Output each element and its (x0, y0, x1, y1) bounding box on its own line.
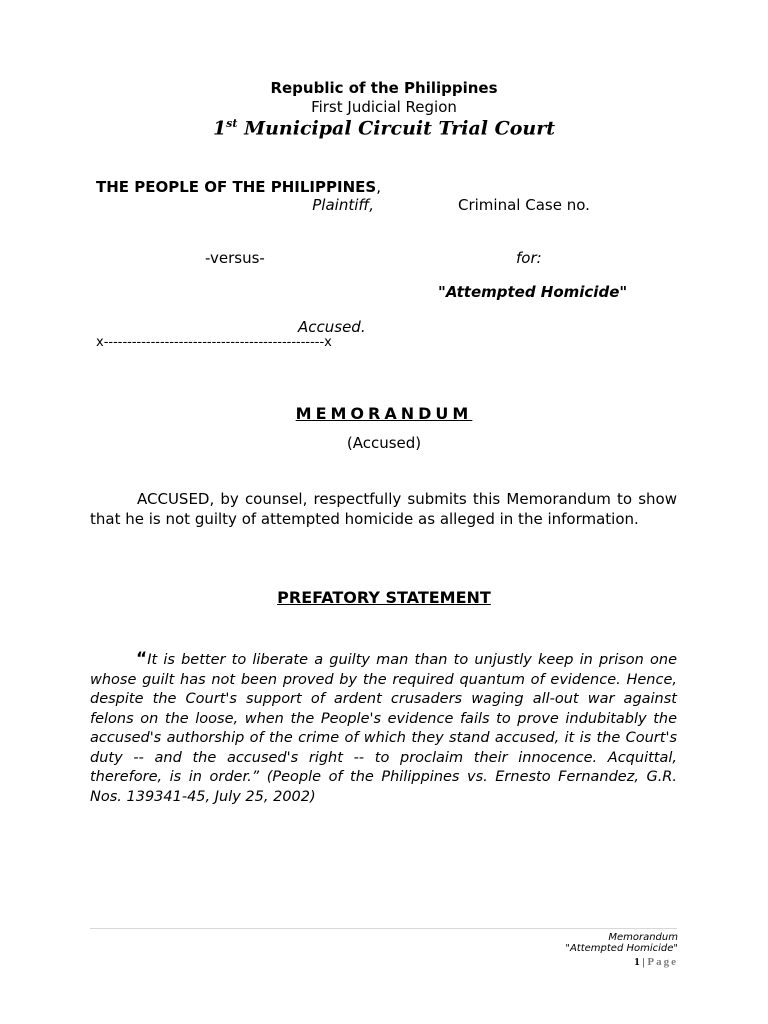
footer-divider (90, 928, 677, 929)
court-ordinal-suffix: st (226, 117, 238, 130)
case-number-label: Criminal Case no. (458, 196, 590, 214)
plaintiff-comma: , (376, 178, 381, 196)
plaintiff-role: Plaintiff, (312, 196, 374, 214)
page-number-value: 1 (634, 956, 640, 968)
offense-label: "Attempted Homicide" (438, 283, 628, 301)
header-republic: Republic of the Philippines (270, 79, 498, 97)
page-label: Page (647, 956, 678, 968)
section-heading-wrap (0, 588, 768, 607)
document-subtitle: (Accused) (346, 434, 422, 452)
court-name: Municipal Circuit Trial Court (244, 117, 556, 140)
caption-separator: x-----------------------------------------------x (96, 335, 332, 350)
footer-subtitle: "Attempted Homicide" (565, 943, 678, 954)
plaintiff-name-text: THE PEOPLE OF THE PHILIPPINES (96, 178, 377, 196)
document-title-wrap (0, 404, 768, 423)
for-label: for: (516, 249, 542, 267)
document-title: MEMORANDUM (295, 404, 473, 423)
quote-text: It is better to liberate a guilty man than to unjustly keep in prison one whose guilt has not been proved by the required quantum of evidence. Hence, despite the Court's support of ardent crusaders waging all-out war against felons on the loose, when the People's evidence fails to prove indubitably the accused's authorship of the crime of which they stand accused, it is the Court's duty -- and the accused's right -- to proclaim their innocence. Acquittal, therefore, is in order.” (People of the Philippines vs. Ernesto Fernandez, G.R. Nos. 139341-45, July 25, 2002) (90, 652, 677, 805)
plaintiff-name (96, 178, 381, 196)
page-number (634, 956, 678, 968)
header-region: First Judicial Region (311, 98, 457, 116)
section-heading: PREFATORY STATEMENT (277, 588, 491, 607)
intro-paragraph: ACCUSED, by counsel, respectfully submits this Memorandum to show that he is not guilty of attempted homicide as alleged in the information. (90, 490, 677, 528)
footer-title: Memorandum (608, 932, 678, 943)
prefatory-quote (90, 650, 677, 807)
versus-label: -versus- (205, 249, 265, 267)
accused-role: Accused. (298, 318, 366, 336)
opening-quote-mark: “ (136, 649, 148, 669)
court-ordinal: 1 (212, 117, 227, 140)
page-number-separator: | (639, 956, 648, 968)
header-court (0, 117, 768, 139)
